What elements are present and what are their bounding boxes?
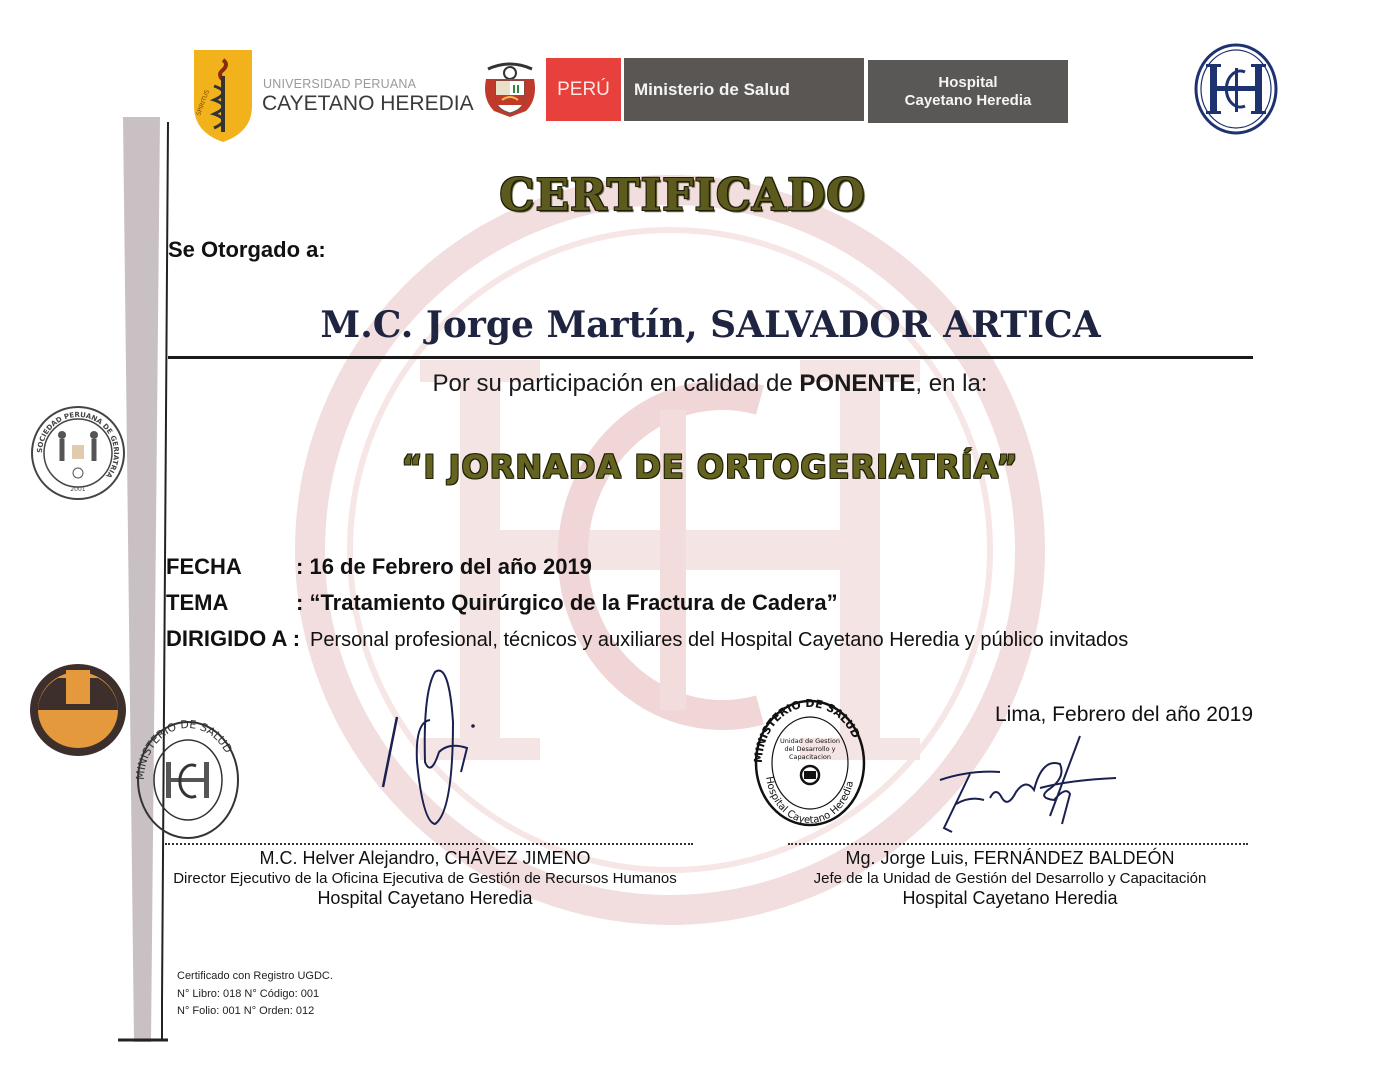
signatory-left-role: Director Ejecutivo de la Oficina Ejecutiva de Gestión de Recursos Humanos <box>173 869 677 887</box>
svg-text:MINISTERIO DE SALUD: MINISTERIO DE SALUD <box>133 718 235 781</box>
signatory-left-org: Hospital Cayetano Heredia <box>317 887 533 908</box>
society-seal-icon <box>28 403 128 503</box>
signature-line-right <box>788 843 1248 845</box>
svg-text:del Desarrollo y: del Desarrollo y <box>784 745 836 753</box>
certificate-title: CERTIFICADO <box>499 170 866 221</box>
hospital-label <box>868 60 1068 123</box>
detail-value-fecha: : 16 de Febrero del año 2019 <box>296 554 592 579</box>
detail-label-dirigido: DIRIGIDO A : <box>166 626 301 651</box>
detail-value-tema: : “Tratamiento Quirúrgico de la Fractura de Cadera” <box>296 590 838 615</box>
minsa-unit-seal-icon <box>752 697 868 829</box>
signature-right <box>930 728 1130 838</box>
detail-label-tema: TEMA <box>166 590 229 615</box>
university-line2: CAYETANO HEREDIA <box>262 92 474 115</box>
peru-label: PERÚ <box>546 58 621 121</box>
signatory-left <box>165 848 685 909</box>
peru-coat-of-arms-icon <box>480 55 540 121</box>
detail-value-dirigido: Personal profesional, técnicos y auxiliares del Hospital Cayetano Heredia y público invitados <box>310 629 1129 651</box>
svg-text:SOCIEDAD PERUANA DE GERIATRIA: SOCIEDAD PERUANA DE GERIATRIA <box>35 410 121 480</box>
svg-text:SPIRITUS: SPIRITUS <box>195 88 212 117</box>
event-name: “I JORNADA DE ORTOGERIATRÍA” <box>401 448 1019 486</box>
awarded-to-label: Se Otorgado a: <box>168 237 326 262</box>
recipient-underline <box>168 356 1253 359</box>
registry-line2: N° Libro: 018 N° Código: 001 <box>177 987 320 1000</box>
registry-line1: Certificado con Registro UGDC. <box>177 970 333 982</box>
university-line1: UNIVERSIDAD PERUANA <box>263 77 417 91</box>
registry-info <box>177 968 333 1021</box>
signatory-right-name: Mg. Jorge Luis, FERNÁNDEZ BALDEÓN <box>845 848 1175 868</box>
hch-logo-icon <box>1193 42 1279 136</box>
svg-text:MINISTERIO DE SALUD: MINISTERIO DE SALUD <box>752 697 863 764</box>
signatory-right-org: Hospital Cayetano Heredia <box>902 887 1118 908</box>
colegio-medico-seal-icon <box>28 660 128 760</box>
detail-label-fecha: FECHA <box>166 554 242 579</box>
upch-shield-icon <box>190 46 256 144</box>
svg-text:Hospital Cayetano Heredia: Hospital Cayetano Heredia <box>763 775 857 827</box>
registry-line3: N° Folio: 001 N° Orden: 012 <box>177 1005 315 1018</box>
svg-text:Unidad de Gestion: Unidad de Gestion <box>779 737 841 745</box>
signature-line-left <box>165 843 693 845</box>
svg-text:2001: 2001 <box>70 486 86 493</box>
signatory-left-name: M.C. Helver Alejandro, CHÁVEZ JIMENO <box>259 848 591 868</box>
participation-text: Por su participación en calidad de PONENTE, en la: <box>432 370 988 397</box>
place-date: Lima, Febrero del año 2019 <box>995 703 1253 726</box>
svg-text:Capacitacion: Capacitacion <box>788 753 832 761</box>
hospital-label-line1: Hospital <box>938 73 998 91</box>
hospital-label-line2: Cayetano Heredia <box>904 91 1032 109</box>
signatory-right <box>770 848 1250 909</box>
minsa-office-seal-icon <box>130 718 240 848</box>
signature-left <box>375 662 485 832</box>
signatory-right-role: Jefe de la Unidad de Gestión del Desarrollo y Capacitación <box>813 869 1207 887</box>
ministry-label: Ministerio de Salud <box>624 58 864 121</box>
participation-role: PONENTE <box>799 370 916 397</box>
recipient-name: M.C. Jorge Martín, SALVADOR ARTICA <box>320 304 1101 346</box>
